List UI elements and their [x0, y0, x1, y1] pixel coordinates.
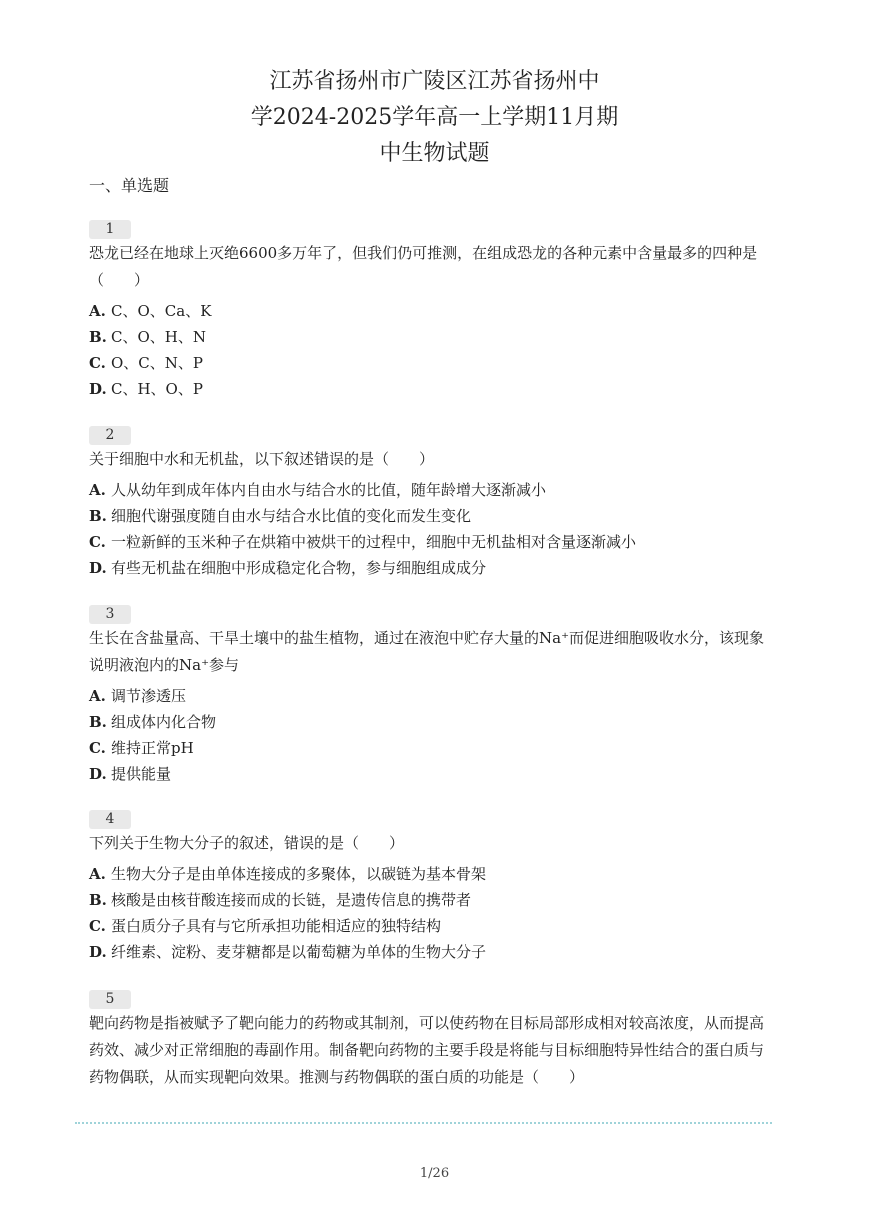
option-letter: A.	[89, 865, 106, 883]
question-1	[89, 218, 769, 402]
title-line-3: 中生物试题	[379, 141, 490, 166]
question-number-badge: 3	[89, 605, 131, 624]
question-stem: 下列关于生物大分子的叙述，错误的是（ ）	[89, 834, 405, 852]
option-letter: B.	[89, 507, 107, 525]
option-letter: B.	[89, 713, 107, 731]
option-letter: D.	[89, 765, 107, 783]
option-text: 有些无机盐在细胞中形成稳定化合物，参与细胞组成成分	[111, 559, 487, 577]
option-b[interactable]	[89, 324, 769, 350]
question-stem: 靶向药物是指被赋予了靶向能力的药物或其制剂，可以使药物在目标局部形成相对较高浓度，从而提高药效、减少对正常细胞的毒副作用。制备靶向药物的主要手段是将能与目标细胞特异性结合的蛋白质与药物偶联，从而实现靶向效果。推测与药物偶联的蛋白质的功能是（ ）	[89, 1014, 765, 1086]
option-text: 纤维素、淀粉、麦芽糖都是以葡萄糖为单体的生物大分子	[111, 943, 487, 961]
option-d[interactable]	[89, 376, 769, 402]
option-b[interactable]	[89, 709, 769, 735]
option-d[interactable]	[89, 939, 769, 965]
option-a[interactable]	[89, 683, 769, 709]
question-stem: 恐龙已经在地球上灭绝6600多万年了，但我们仍可推测，在组成恐龙的各种元素中含量最多的四种是（ ）	[89, 244, 758, 289]
question-number-badge: 4	[89, 810, 131, 829]
option-b[interactable]	[89, 887, 769, 913]
title-line-2: 学2024-2025学年高一上学期11月期	[250, 105, 619, 130]
page-number: 1/26	[419, 1166, 450, 1181]
option-text: 一粒新鲜的玉米种子在烘箱中被烘干的过程中，细胞中无机盐相对含量逐渐减小	[111, 533, 637, 551]
option-text: 人从幼年到成年体内自由水与结合水的比值，随年龄增大逐渐减小	[111, 481, 547, 499]
option-text: 调节渗透压	[111, 687, 187, 705]
options-list	[89, 683, 769, 787]
document-title	[0, 64, 869, 172]
option-d[interactable]	[89, 761, 769, 787]
option-letter: B.	[89, 891, 107, 909]
option-text: C、O、Ca、K	[111, 302, 212, 320]
page-divider	[75, 1122, 772, 1124]
option-letter: C.	[89, 917, 106, 935]
option-c[interactable]	[89, 913, 769, 939]
option-text: 维持正常pH	[111, 739, 194, 757]
question-5	[89, 988, 769, 1091]
option-c[interactable]	[89, 529, 769, 555]
option-text: 核酸是由核苷酸连接而成的长链，是遗传信息的携带者	[111, 891, 472, 909]
option-text: 生物大分子是由单体连接成的多聚体，以碳链为基本骨架	[111, 865, 487, 883]
options-list	[89, 298, 769, 402]
question-number-badge: 2	[89, 426, 131, 445]
option-c[interactable]	[89, 735, 769, 761]
option-letter: D.	[89, 943, 107, 961]
section-heading: 一、单选题	[89, 176, 170, 195]
option-letter: D.	[89, 559, 107, 577]
question-stem: 生长在含盐量高、干旱土壤中的盐生植物，通过在液泡中贮存大量的Na⁺而促进细胞吸收水分，该现象说明液泡内的Na⁺参与	[89, 629, 764, 674]
option-letter: C.	[89, 739, 106, 757]
option-text: O、C、N、P	[111, 354, 203, 372]
option-a[interactable]	[89, 477, 769, 503]
option-letter: D.	[89, 380, 107, 398]
option-letter: C.	[89, 533, 106, 551]
option-text: 细胞代谢强度随自由水与结合水比值的变化而发生变化	[111, 507, 472, 525]
option-letter: A.	[89, 302, 106, 320]
option-letter: B.	[89, 328, 107, 346]
question-3	[89, 603, 769, 787]
option-text: 蛋白质分子具有与它所承担功能相适应的独特结构	[111, 917, 442, 935]
option-a[interactable]	[89, 298, 769, 324]
question-4	[89, 808, 769, 965]
option-text: 提供能量	[111, 765, 172, 783]
option-b[interactable]	[89, 503, 769, 529]
option-d[interactable]	[89, 555, 769, 581]
option-text: C、O、H、N	[111, 328, 206, 346]
question-stem: 关于细胞中水和无机盐，以下叙述错误的是（ ）	[89, 450, 435, 468]
question-2	[89, 424, 769, 581]
options-list	[89, 861, 769, 965]
option-text: 组成体内化合物	[111, 713, 217, 731]
option-letter: C.	[89, 354, 106, 372]
option-letter: A.	[89, 481, 106, 499]
options-list	[89, 477, 769, 581]
option-text: C、H、O、P	[111, 380, 203, 398]
question-number-badge: 5	[89, 990, 131, 1009]
title-line-1: 江苏省扬州市广陵区江苏省扬州中	[269, 69, 600, 94]
option-a[interactable]	[89, 861, 769, 887]
option-c[interactable]	[89, 350, 769, 376]
question-number-badge: 1	[89, 220, 131, 239]
option-letter: A.	[89, 687, 106, 705]
